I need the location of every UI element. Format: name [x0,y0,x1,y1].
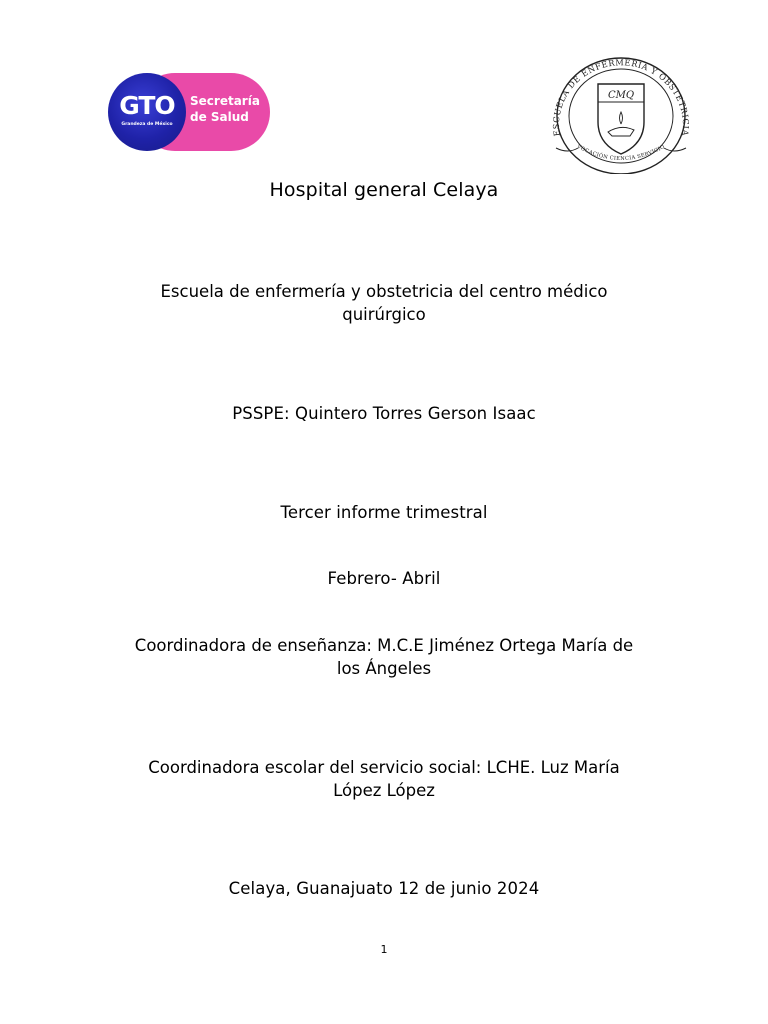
social-service-coordinator-line2: López López [333,781,435,800]
school-name [100,280,668,326]
report-period: Febrero- Abril [327,569,441,588]
place-and-date: Celaya, Guanajuato 12 de junio 2024 [228,879,540,898]
logo-wordmark-line2: de Salud [190,110,249,124]
social-service-coordinator-line1: Coordinadora escolar del servicio social: LCHE. Luz María [148,758,620,777]
seal-motto: VOCACIÓN CIENCIA SERVICIO [575,143,667,163]
seal-monogram: CMQ [607,90,635,101]
logo-tagline: Grandeza de México [121,122,173,127]
social-service-coordinator [90,756,678,802]
logo-wordmark-line1: Secretaría [190,94,260,108]
secretaria-de-salud-logo [108,73,270,151]
teaching-coordinator-line2: los Ángeles [336,659,432,678]
teaching-coordinator-line1: Coordinadora de enseñanza: M.C.E Jiménez Ortega María de [134,636,634,655]
school-name-line1: Escuela de enfermería y obstetricia del centro médico [160,282,608,301]
hospital-name: Hospital general Celaya [269,179,499,201]
student-name: PSSPE: Quintero Torres Gerson Isaac [232,404,536,423]
report-title: Tercer informe trimestral [280,503,488,522]
teaching-coordinator [90,634,678,680]
logo-wordmark [190,93,260,125]
logo-blue-circle [108,73,186,151]
seal-ring-text: ESCUELA DE ENFERMERÍA Y OBSTETRICIA [550,57,692,137]
logo-acronym: GTO [119,91,175,120]
school-name-line2: quirúrgico [342,305,426,324]
school-seal-logo [548,44,694,174]
page-number: 1 [380,943,388,956]
